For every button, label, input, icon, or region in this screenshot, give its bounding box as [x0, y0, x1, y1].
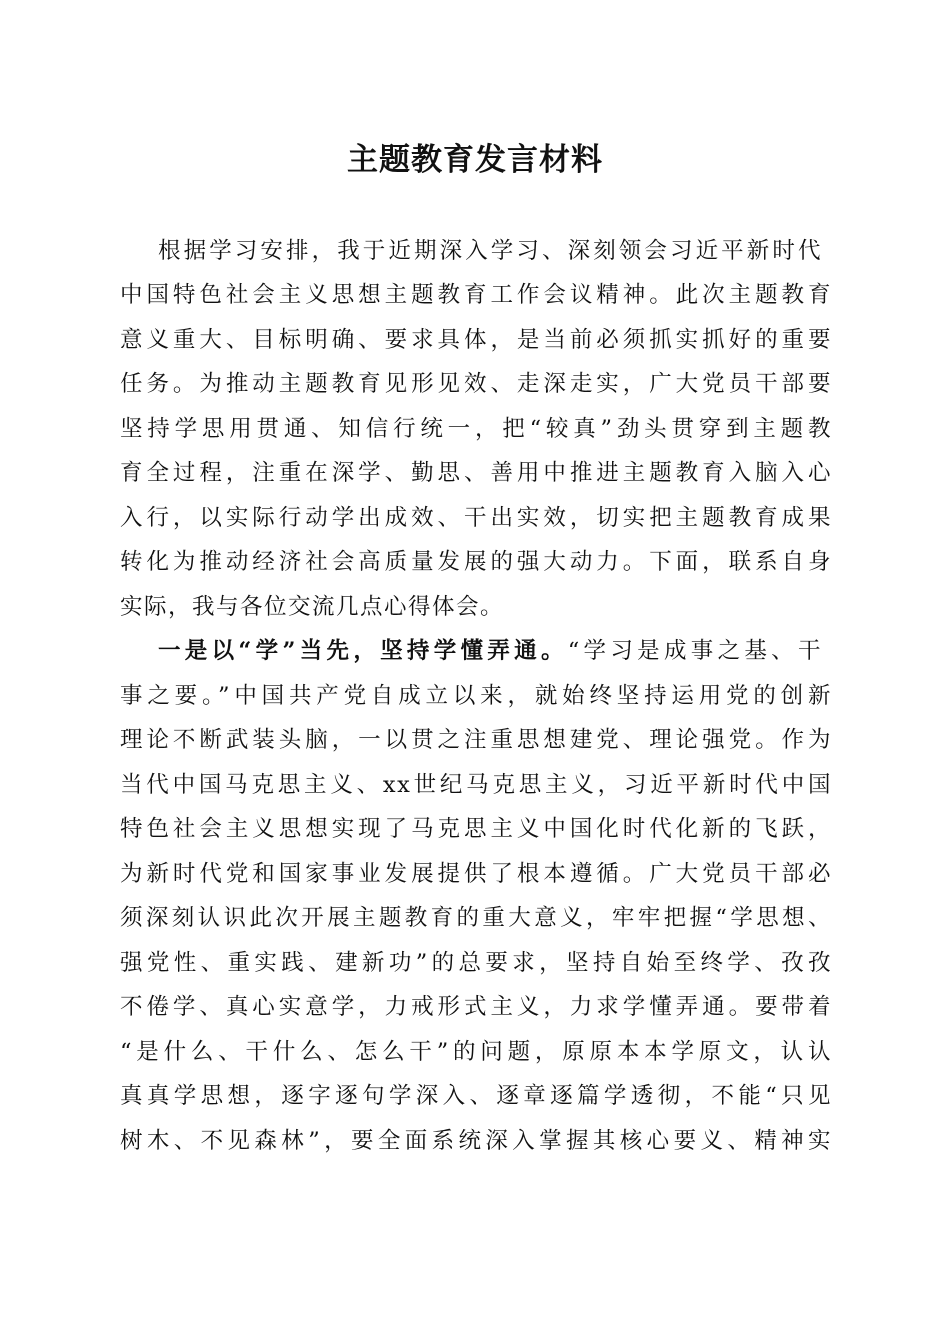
text-span: “学习是成事之基、干	[567, 638, 822, 664]
text-line: 理论不断武装头脑，一以贯之注重思想建党、理论强党。作为	[120, 727, 832, 753]
text-line: 实际，我与各位交流几点心得体会。	[120, 594, 505, 620]
text-line: 意义重大、目标明确、要求具体，是当前必须抓实抓好的重要	[120, 327, 832, 353]
text-line: 当代中国马克思主义、xx世纪马克思主义，习近平新时代中国	[120, 772, 832, 798]
text-line: 坚持学思用贯通、知信行统一，把“较真”劲头贯穿到主题教	[120, 416, 832, 442]
text-line: 为新时代党和国家事业发展提供了根本遵循。广大党员干部必	[120, 861, 832, 887]
text-line: 强党性、重实践、建新功”的总要求，坚持自始至终学、孜孜	[120, 950, 832, 976]
text-line: “是什么、干什么、怎么干”的问题，原原本本学原文，认认	[120, 1039, 832, 1065]
text-line: 真真学思想，逐字逐句学深入、逐章逐篇学透彻，不能“只见	[120, 1083, 832, 1109]
text-line: 树木、不见森林”，要全面系统深入掌握其核心要义、精神实	[120, 1128, 832, 1154]
text-line: 中国特色社会主义思想主题教育工作会议精神。此次主题教育	[120, 282, 832, 308]
text-line: 事之要。”中国共产党自成立以来，就始终坚持运用党的创新	[120, 683, 832, 709]
text-line	[158, 629, 822, 673]
text-line: 不倦学、真心实意学，力戒形式主义，力求学懂弄通。要带着	[120, 994, 832, 1020]
text-line: 任务。为推动主题教育见形见效、走深走实，广大党员干部要	[120, 371, 832, 397]
text-line: 育全过程，注重在深学、勤思、善用中推进主题教育入脑入心	[120, 460, 832, 486]
text-line: 入行，以实际行动学出成效、干出实效，切实把主题教育成果	[120, 505, 832, 531]
section-heading: 一是以“学”当先，坚持学懂弄通。	[158, 638, 568, 664]
document-title: 主题教育发言材料	[347, 142, 603, 178]
text-line: 根据学习安排，我于近期深入学习、深刻领会习近平新时代	[158, 238, 822, 264]
text-line: 转化为推动经济社会高质量发展的强大动力。下面，联系自身	[120, 549, 832, 575]
text-line: 特色社会主义思想实现了马克思主义中国化时代化新的飞跃，	[120, 816, 832, 842]
text-line: 须深刻认识此次开展主题教育的重大意义，牢牢把握“学思想、	[120, 905, 832, 931]
